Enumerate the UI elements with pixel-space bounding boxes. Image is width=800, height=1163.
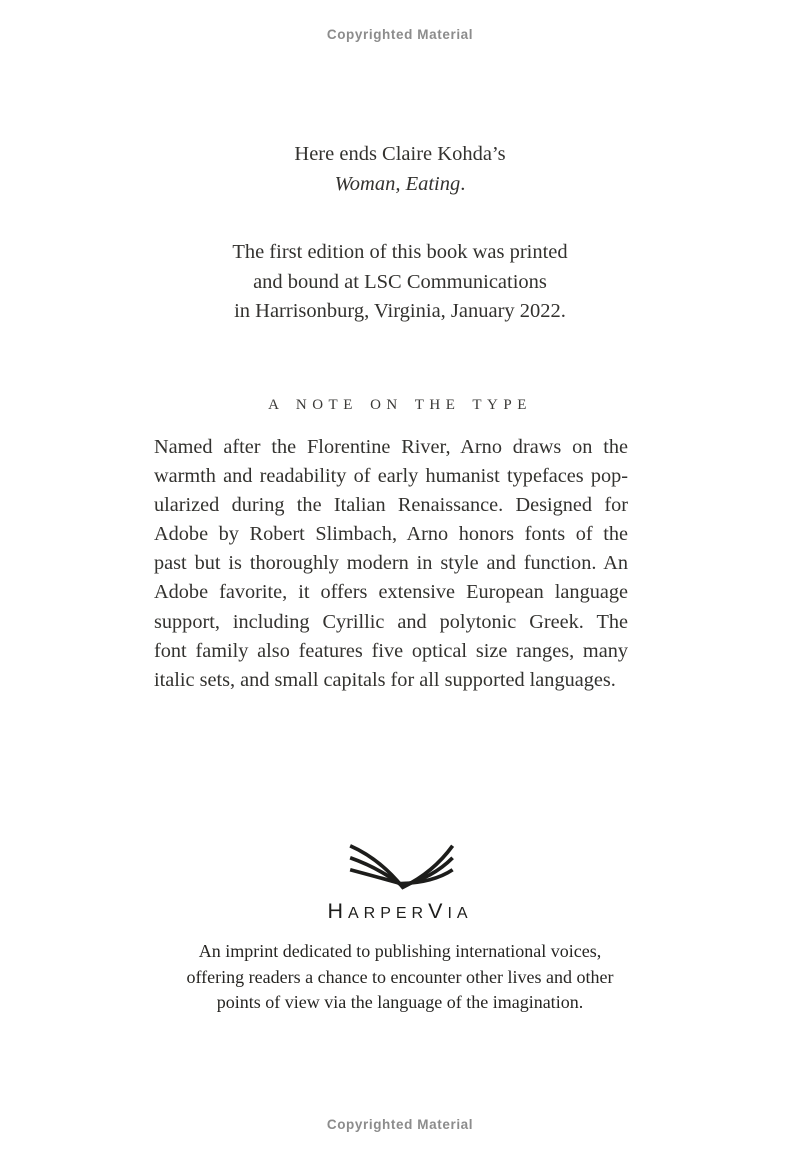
wordmark-letter: V [428, 899, 448, 923]
type-note-heading: A NOTE ON THE TYPE [268, 397, 532, 413]
publisher-tagline [0, 939, 800, 1016]
wordmark-letter: H [327, 899, 348, 923]
copyright-notice-bottom: Copyrighted Material [326, 1117, 474, 1132]
tagline-line: An imprint dedicated to publishing international voices, [198, 941, 602, 961]
printing-note-line: in Harrisonburg, Virginia, January 2022. [234, 300, 566, 322]
type-note-body-line: Adobe favorite, it offers extensive European language [154, 581, 628, 604]
type-note-body [154, 433, 628, 695]
wordmark-letters: ARPER [347, 905, 429, 922]
ending-note-title-line [0, 169, 800, 199]
type-note-body-line: Adobe by Robert Slimbach, Arno honors fonts of the [154, 523, 628, 546]
type-note-body-line: ularized during the Italian Renaissance. Designed for [154, 494, 628, 517]
tagline-line: points of view via the language of the imagination. [216, 992, 584, 1012]
type-note-body-line: warmth and readability of early humanist typefaces pop- [154, 465, 628, 488]
ending-note-line: Here ends Claire Kohda’s [294, 143, 506, 165]
open-book-icon [342, 843, 458, 891]
printing-note-line: and bound at LSC Communications [253, 270, 547, 293]
book-ending-note [0, 139, 800, 199]
printing-note [0, 238, 800, 327]
wordmark-letters: IA [447, 905, 473, 922]
printing-note-line: The first edition of this book was printed [232, 241, 568, 263]
book-title: Woman, Eating [334, 173, 461, 195]
copyright-notice-top: Copyrighted Material [326, 27, 474, 42]
type-note-body-line: italic sets, and small capitals for all supported languages. [154, 668, 616, 691]
harpervia-wordmark [0, 899, 800, 926]
tagline-line: offering readers a chance to encounter other lives and other [186, 966, 614, 987]
type-note-body-line: Named after the Florentine River, Arno draws on the [154, 436, 628, 458]
type-note-body-line: past but is thoroughly modern in style and function. An [154, 552, 628, 575]
type-note-body-line: support, including Cyrillic and polytonic Greek. The [154, 610, 628, 633]
harpervia-logo [0, 843, 800, 896]
book-title-period: . [460, 173, 466, 195]
type-note-body-line: font family also features five optical size ranges, many [154, 639, 628, 662]
